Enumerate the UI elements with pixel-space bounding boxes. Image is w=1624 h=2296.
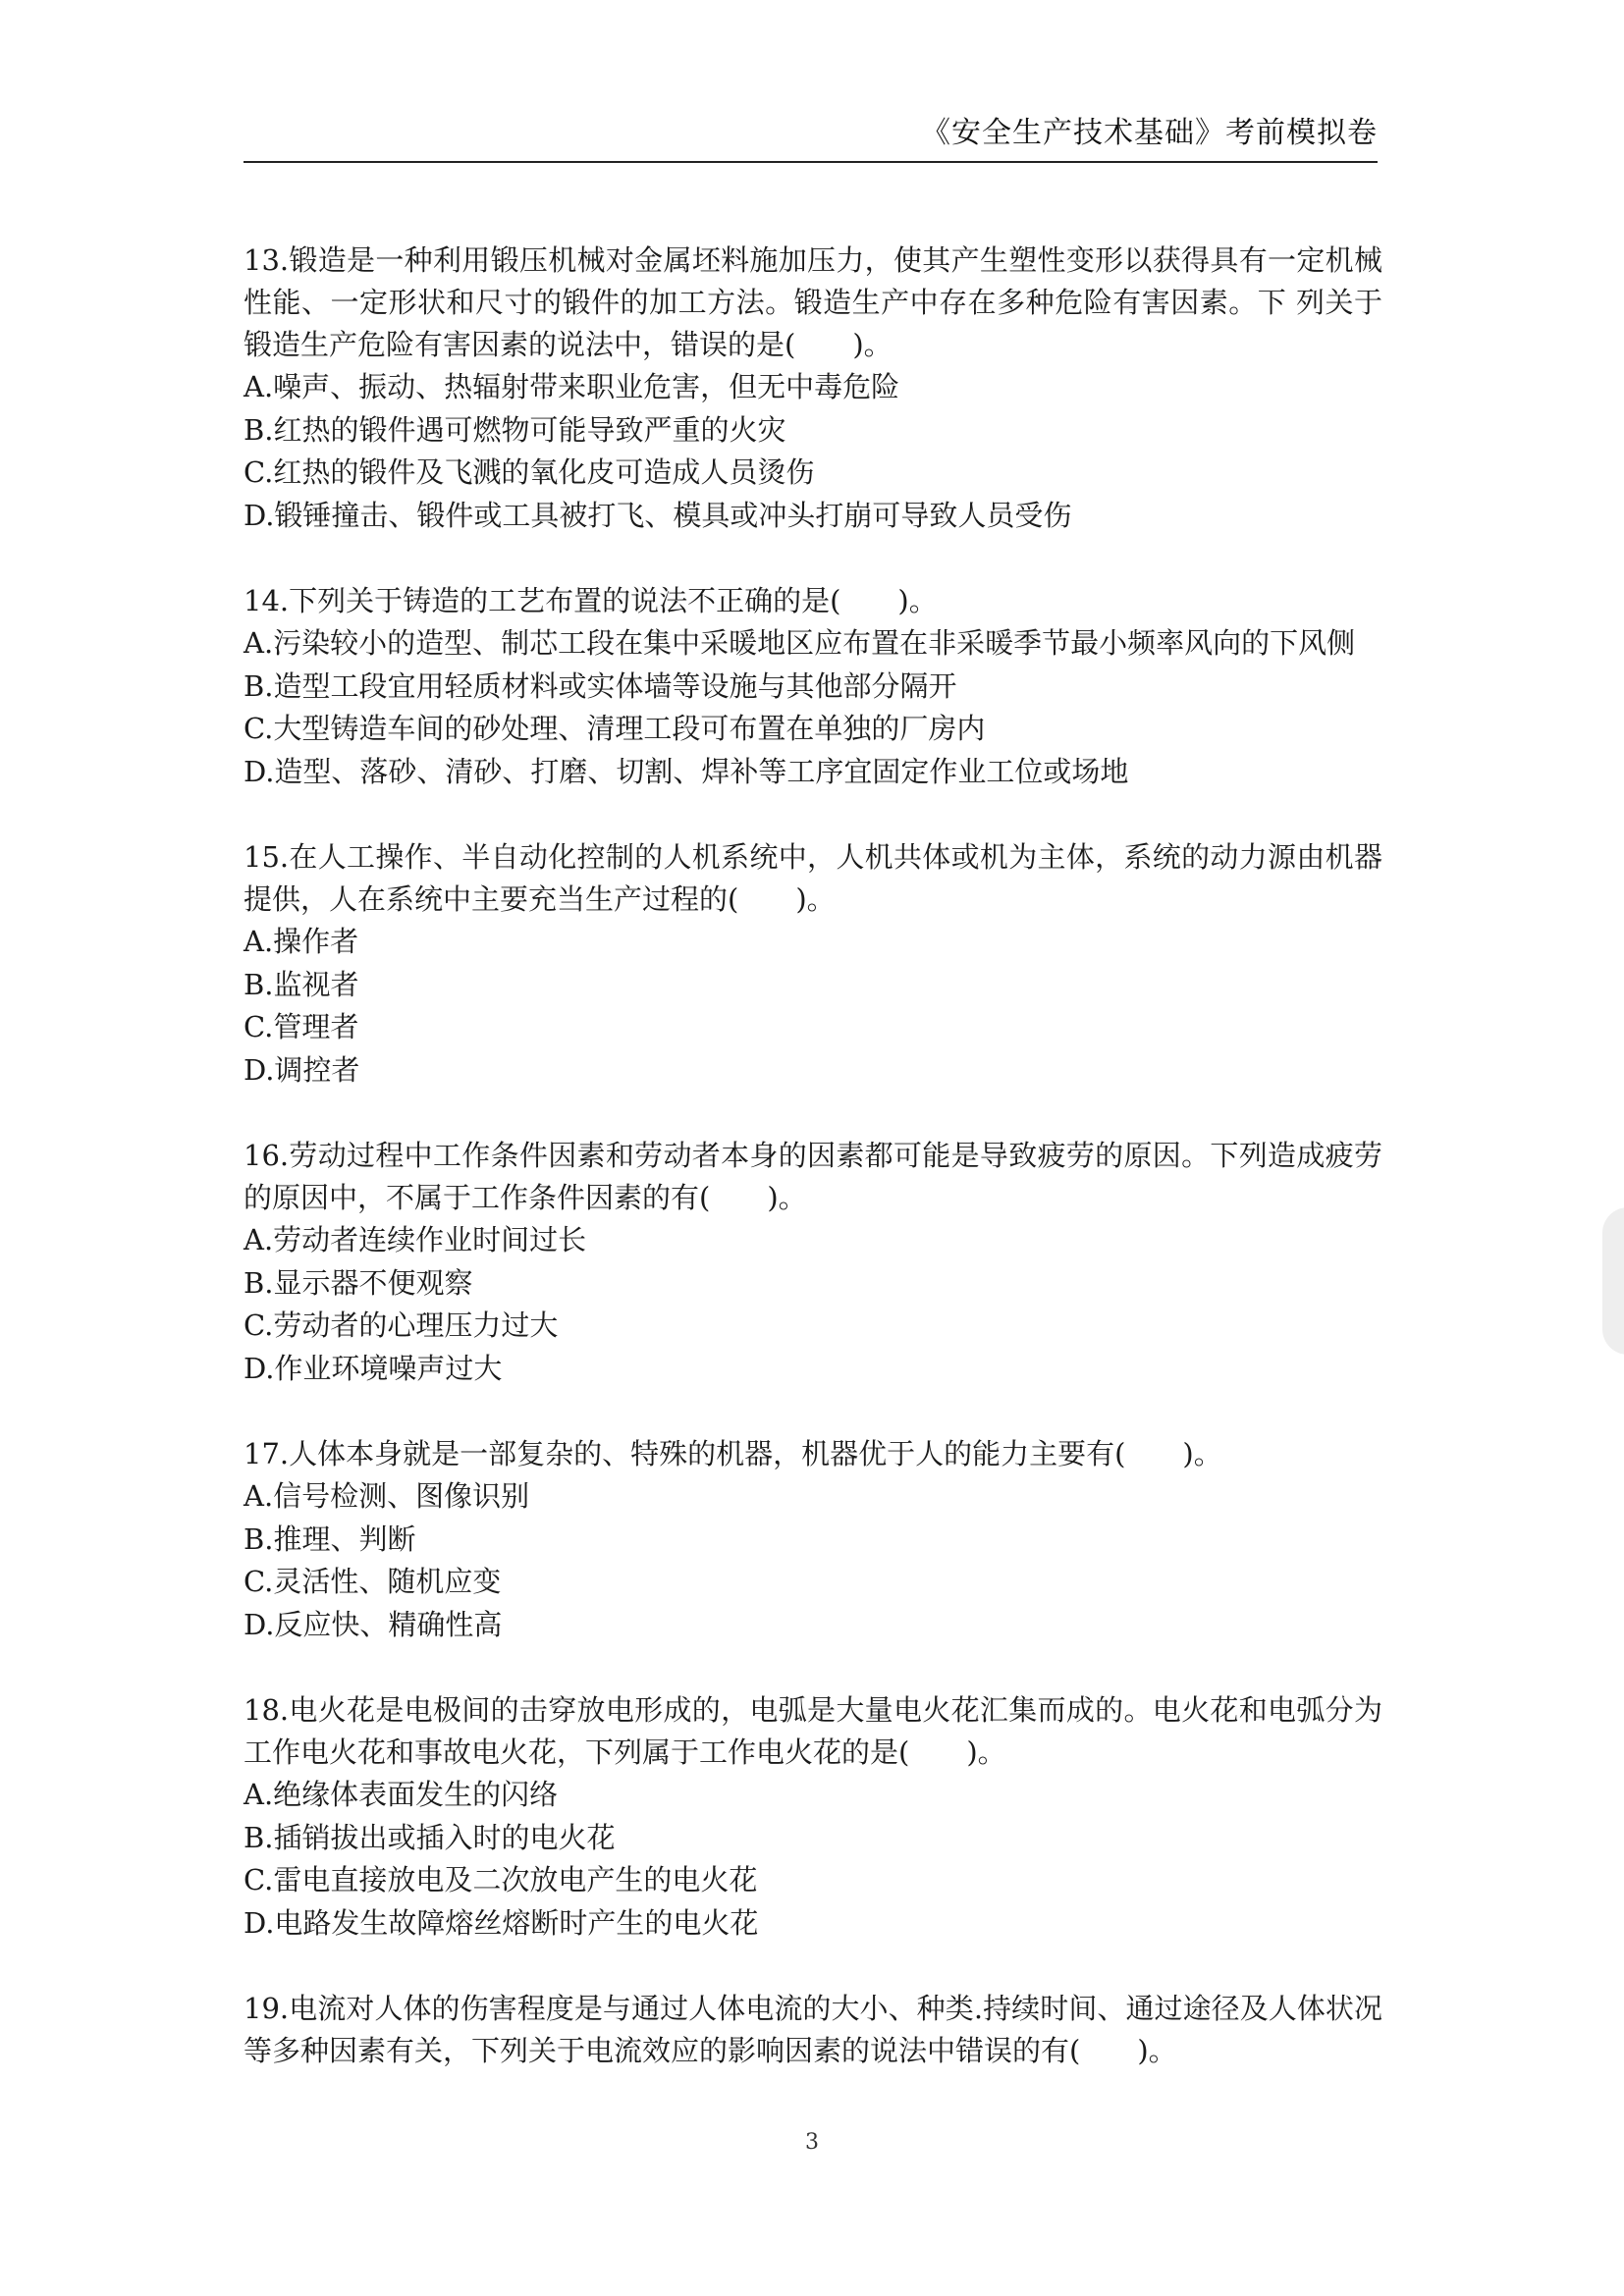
question-14 — [244, 580, 1382, 793]
option-d: D.造型、落砂、清砂、打磨、切割、焊补等工序宜固定作业工位或场地 — [244, 754, 1129, 788]
page-header — [244, 110, 1378, 163]
question-16 — [244, 1135, 1382, 1390]
option-d: D.反应快、精确性高 — [244, 1607, 503, 1641]
question-stem: 13.锻造是一种利用锻压机械对金属坯料施加压力，使其产生塑性变形以获得具有一定机械性能、一定形状和尺寸的锻件的加工方法。锻造生产中存在多种危险有害因素。下 列关于锻造生产危险有害因素的说法中，错误的是( )。 — [244, 243, 1382, 361]
option-c: C.灵活性、随机应变 — [244, 1565, 502, 1598]
option-c: C.大型铸造车间的砂处理、清理工段可布置在单独的厂房内 — [244, 712, 986, 745]
option-d: D.作业环境噪声过大 — [244, 1351, 503, 1385]
question-15 — [244, 836, 1382, 1092]
option-d: D.电路发生故障熔丝熔断时产生的电火花 — [244, 1905, 759, 1940]
option-b: B.造型工段宜用轻质材料或实体墙等设施与其他部分隔开 — [244, 668, 957, 703]
option-b: B.推理、判断 — [244, 1522, 416, 1556]
option-c: C.红热的锻件及飞溅的氧化皮可造成人员烫伤 — [244, 455, 815, 489]
option-d: D.调控者 — [244, 1052, 360, 1087]
option-d: D.锻锤撞击、锻件或工具被打飞、模具或冲头打崩可导致人员受伤 — [244, 498, 1072, 532]
question-stem: 14.下列关于铸造的工艺布置的说法不正确的是( )。 — [244, 584, 938, 617]
option-a: A.劳动者连续作业时间过长 — [244, 1223, 587, 1256]
option-b: B.插销拔出或插入时的电火花 — [244, 1820, 616, 1854]
question-17 — [244, 1433, 1382, 1646]
question-list — [244, 240, 1382, 2115]
option-c: C.劳动者的心理压力过大 — [244, 1308, 559, 1342]
option-b: B.红热的锻件遇可燃物可能导致严重的火灾 — [244, 412, 786, 447]
question-stem: 18.电火花是电极间的击穿放电形成的，电弧是大量电火花汇集而成的。电火花和电弧分为工作电火花和事故电火花，下列属于工作电火花的是( )。 — [244, 1693, 1382, 1769]
option-a: A.信号检测、图像识别 — [244, 1479, 530, 1513]
option-a: A.绝缘体表面发生的闪络 — [244, 1778, 559, 1811]
page-number: 3 — [805, 2130, 819, 2155]
option-b: B.监视者 — [244, 967, 359, 1001]
header-title: 《安全生产技术基础》考前模拟卷 — [921, 116, 1378, 150]
question-19 — [244, 1988, 1382, 2072]
question-stem: 19.电流对人体的伤害程度是与通过人体电流的大小、种类.持续时间、通过途径及人体状况等多种因素有关，下列关于电流效应的影响因素的说法中错误的有( )。 — [244, 1992, 1382, 2067]
option-b: B.显示器不便观察 — [244, 1265, 473, 1300]
option-c: C.管理者 — [244, 1010, 359, 1043]
option-a: A.污染较小的造型、制芯工段在集中采暖地区应布置在非采暖季节最小频率风向的下风侧 — [244, 626, 1356, 660]
option-a: A.操作者 — [244, 925, 359, 958]
question-stem: 17.人体本身就是一部复杂的、特殊的机器，机器优于人的能力主要有( )。 — [244, 1437, 1222, 1470]
page-edge-shadow — [1602, 1207, 1624, 1355]
question-stem: 15.在人工操作、半自动化控制的人机系统中，人机共体或机为主体，系统的动力源由机器提供，人在系统中主要充当生产过程的( )。 — [244, 840, 1382, 916]
question-13 — [244, 240, 1382, 537]
option-c: C.雷电直接放电及二次放电产生的电火花 — [244, 1863, 758, 1896]
option-a: A.噪声、振动、热辐射带来职业危害，但无中毒危险 — [244, 370, 900, 403]
question-stem: 16.劳动过程中工作条件因素和劳动者本身的因素都可能是导致疲劳的原因。下列造成疲劳的原因中，不属于工作条件因素的有( )。 — [244, 1139, 1382, 1214]
question-18 — [244, 1689, 1382, 1945]
